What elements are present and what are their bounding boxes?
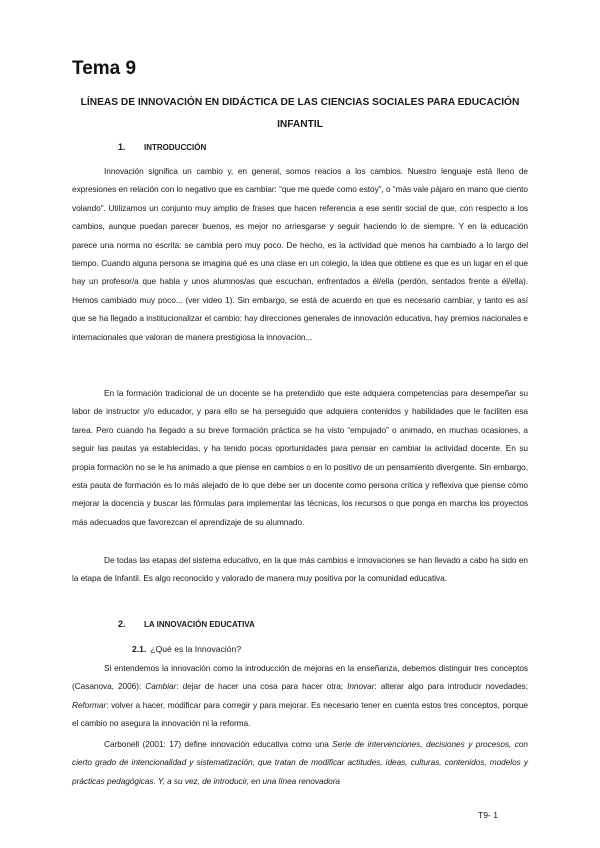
term-cambiar: Cambiar xyxy=(145,681,177,692)
section-number: 2. xyxy=(118,619,126,629)
text-run: : alterar algo para introducir novedades; xyxy=(374,681,529,692)
quote-definition: Serie de intervenciones, decisiones y procesos, con cierto grado de intencionalidad y sistematización, que tratan de modificar actitudes, ideas, culturas, contenidos, modelos y prácticas pedagógicas. Y, a su vez, de introducir, en una línea renovadora xyxy=(72,739,528,786)
subsection-title: ¿Qué es la Innovación? xyxy=(150,644,242,654)
term-innovar: Innovar xyxy=(347,681,375,692)
section-number: 1. xyxy=(118,142,126,152)
paragraph-formacion-docente: En la formación tradicional de un docente se ha pretendido que este adquiera competencias para desempeñar su labor de instructor y/o educador, y para ello se ha perseguido que adquiera contenidos y habilidades que le faciliten esa tarea. Pero cuando ha llegado a su breve formación práctica se ha visto “empujado” o animado, en muchas ocasiones, a seguir las pautas ya establecidas, y ha tenido pocas oportunidades para pensar en cambiar la actividad docente. En su propia formación no se le ha animado a que piense en cambios o en lo positivo de un pensamiento divergente. Sin embargo, esta pauta de formación es lo más alejado de lo que debe ser un docente como persona crítica y reflexiva que piense cómo mejorar la docencia y buscar las fórmulas para implementar las técnicas, los recursos o que ponga en marcha los proyectos más adecuados que favorezcan el aprendizaje de su alumnado. xyxy=(72,388,528,527)
section-heading-introduccion xyxy=(118,142,206,152)
document-title-line-2: INFANTIL xyxy=(277,119,323,130)
text-run: : dejar de hacer una cosa para hacer otra; xyxy=(176,681,348,692)
paragraph-tres-conceptos xyxy=(72,659,528,733)
text-run: Si entendemos la innovación como la introducción de mejoras en la enseñanza, debemos distinguir tres conceptos (Casanova, 2006): xyxy=(72,663,528,692)
section-title: INTRODUCCIÓN xyxy=(144,143,207,152)
term-reformar: Reformar xyxy=(72,699,107,710)
document-title-line-1: LÍNEAS DE INNOVACIÓN EN DIDÁCTICA DE LAS CIENCIAS SOCIALES PARA EDUCACIÓN xyxy=(80,97,520,108)
text-run: Carbonell (2001: 17) define innovación educativa como una xyxy=(104,739,333,749)
chapter-title: Tema 9 xyxy=(72,58,137,79)
page-number: T9- 1 xyxy=(478,810,499,820)
document-title xyxy=(72,92,528,136)
subsection-number: 2.1. xyxy=(132,644,147,654)
subsection-heading-que-es xyxy=(132,644,241,654)
section-heading-innovacion-educativa xyxy=(118,619,255,629)
paragraph-carbonell-definicion xyxy=(72,735,528,790)
paragraph-etapa-infantil: De todas las etapas del sistema educativo, en la que más cambios e innovaciones se han llevado a cabo ha sido en la etapa de Infantil. Es algo reconocido y valorado de manera muy positiva por la comunidad educativa. xyxy=(72,555,528,584)
section-title: LA INNOVACIÓN EDUCATIVA xyxy=(144,620,255,629)
paragraph-innovacion-cambio: Innovación significa un cambio y, en general, somos reacios a los cambios. Nuestro lenguaje está lleno de expresiones en relación con lo negativo que es cambiar: “que me quede como estoy”, o “más vale pájaro en mano que ciento volando”. Utilizamos un conjunto muy amplio de frases que hacen referencia a ese sentir social de que, con respecto a los cambios, aunque puedan parecer buenos, es mejor no arriesgarse y seguir haciendo lo de siempre. Y en la educación parece una norma no escrita: se cambia pero muy poco. De hecho, es la actividad que menos ha cambiado a lo largo del tiempo. Cuando alguna persona se imagina qué es una clase en un colegio, la idea que obtiene es que es un lugar en el que hay un profesor/a que habla y unos alumnos/as que escuchan, enfrentados a él/ella (perdón, sentados frente a él/ella). Hemos cambiado muy poco... (ver video 1). Sin embargo, se está de acuerdo en que es necesario cambiar, y tanto es así que se ha llegado a institucionalizar el cambio: hay direcciones generales de innovación educativa, hay premios nacionales e internacionales que valoran de manera prestigiosa la innovación... xyxy=(72,166,528,342)
text-run: : volver a hacer, modificar para corregir y para mejorar. Es necesario tener en cuenta estos tres conceptos, porque el cambio no asegura la innovación ni la reforma. xyxy=(72,699,528,729)
